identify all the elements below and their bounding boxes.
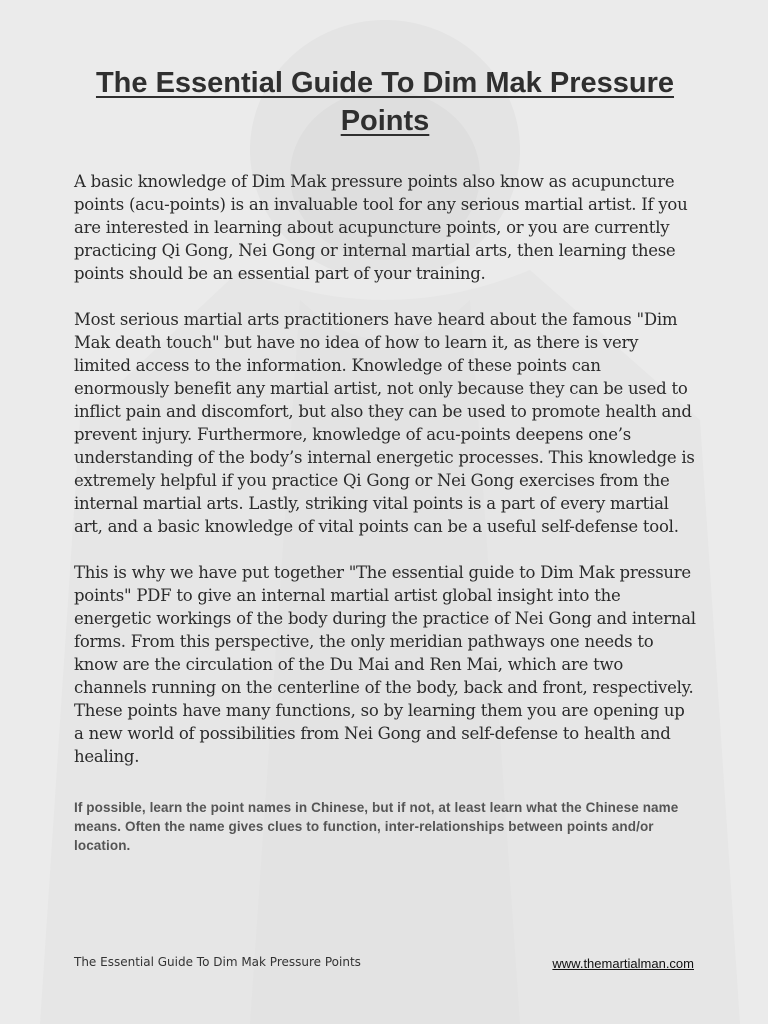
document-body <box>74 64 696 855</box>
paragraph-guide-purpose: This is why we have put together "The essential guide to Dim Mak pressure points" PDF to give an internal martial artist global insight into the energetic workings of the body during the practice of Nei Gong and internal forms. From this perspective, the only meridian pathways one needs to know are the circulation of the Du Mai and Ren Mai, which are two channels running on the centerline of the body, back and front, respectively. These points have many functions, so by learning them you are opening up a new world of possibilities from Nei Gong and self-defense to health and healing. <box>74 563 696 766</box>
paragraph-intro: A basic knowledge of Dim Mak pressure points also know as acupuncture points (acu-points) is an invaluable tool for any serious martial artist. If you are interested in learning about acupuncture points, or you are currently practicing Qi Gong, Nei Gong or internal martial arts, then learning these points should be an essential part of your training. <box>74 172 688 283</box>
chinese-names-note: If possible, learn the point names in Chinese, but if not, at least learn what the Chinese name means. Often the name gives clues to function, inter-relationships between points and/or location. <box>74 800 679 853</box>
footer-website-link[interactable]: www.themartialman.com <box>552 956 694 971</box>
page-title: The Essential Guide To Dim Mak Pressure Points <box>95 67 675 137</box>
paragraph-dim-mak-death-touch: Most serious martial arts practitioners have heard about the famous "Dim Mak death touch" but have no idea of how to learn it, as there is very limited access to the information. Knowledge of these points can enormously benefit any martial artist, not only because they can be used to inflict pain and discomfort, but also they can be used to promote health and prevent injury. Furthermore, knowledge of acu-points deepens one’s understanding of the body’s internal energetic processes. This knowledge is extremely helpful if you practice Qi Gong or Nei Gong exercises from the internal martial arts. Lastly, striking vital points is a part of every martial art, and a basic knowledge of vital points can be a useful self-defense tool. <box>74 310 695 536</box>
footer-title: The Essential Guide To Dim Mak Pressure Points <box>74 955 361 969</box>
